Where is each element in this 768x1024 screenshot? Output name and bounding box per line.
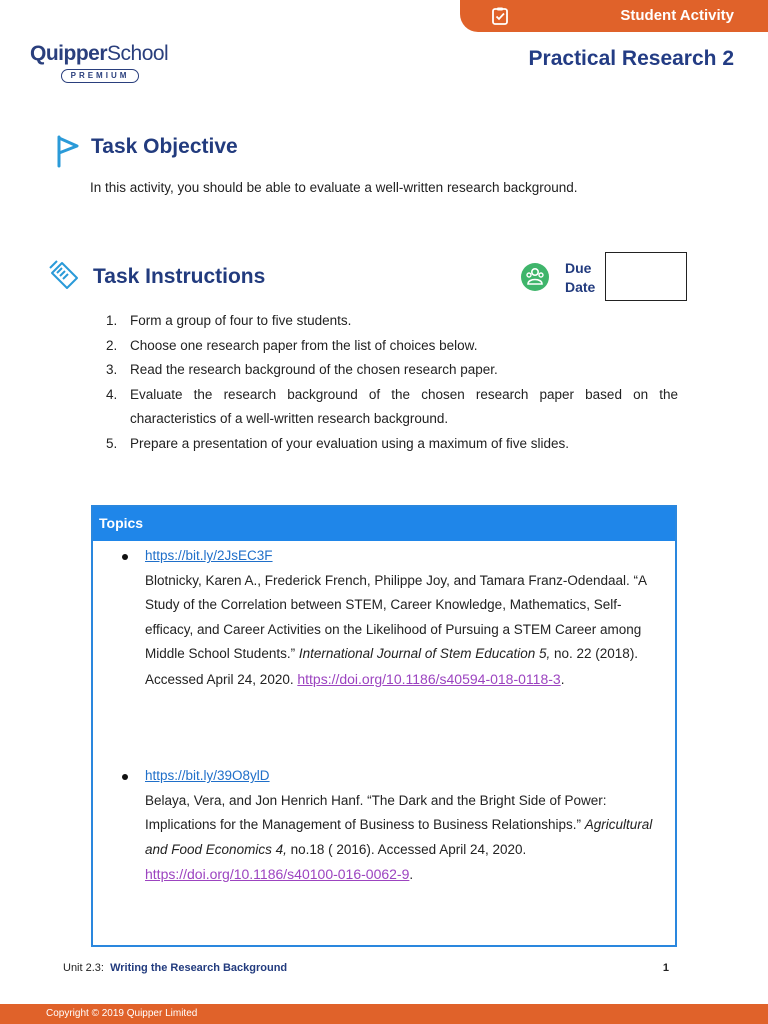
step-item xyxy=(106,334,678,359)
citation-text: Belaya, Vera, and Jon Henrich Hanf. “The Dark and the Bright Side of Power: Implications for the Management of Business to Business Relationships.” xyxy=(145,792,607,832)
journal-title: International Journal of Stem Education 5, xyxy=(298,646,551,661)
step-text: Form a group of four to five students. xyxy=(130,313,352,328)
student-activity-tab xyxy=(460,0,768,32)
short-link[interactable]: https://bit.ly/2JsEC3F xyxy=(145,548,273,563)
step-number: 5. xyxy=(106,435,118,451)
logo-bold: Quipper xyxy=(30,42,108,65)
subject-title: Practical Research 2 xyxy=(528,47,734,70)
tab-label: Student Activity xyxy=(620,7,734,24)
quipper-school-logo xyxy=(30,42,168,83)
premium-badge: PREMIUM xyxy=(61,69,139,83)
unit-prefix: Unit 2.3: xyxy=(63,962,104,974)
page-footer xyxy=(63,962,669,974)
copyright-text: Copyright © 2019 Quipper Limited xyxy=(46,1008,198,1019)
step-text: Read the research background of the chosen research paper. xyxy=(130,362,498,377)
bullet xyxy=(122,554,128,560)
task-objective-title: Task Objective xyxy=(91,135,238,158)
unit-title: Writing the Research Background xyxy=(110,962,288,974)
objective-text: In this activity, you should be able to evaluate a well-written research background. xyxy=(90,180,578,195)
instruction-steps xyxy=(106,309,678,456)
journal-title: Agricultural and Food Economics 4, xyxy=(145,817,653,857)
due-date-label: Due Date xyxy=(565,260,596,295)
citation-end: . xyxy=(409,867,414,882)
doi-link[interactable]: https://doi.org/10.1186/s40594-018-0118-3 xyxy=(297,670,561,687)
task-instructions-title: Task Instructions xyxy=(93,265,266,288)
due-date-field[interactable] xyxy=(605,252,687,301)
clipboard-check-icon xyxy=(490,6,510,26)
citation-text: no. 22 (2018). Accessed April 24, 2020. xyxy=(145,646,639,687)
step-number: 4. xyxy=(106,386,118,402)
step-number: 1. xyxy=(106,313,118,328)
step-item xyxy=(106,432,678,457)
step-item xyxy=(106,383,678,432)
citation-text: no.18 ( 2016). Accessed April 24, 2020. xyxy=(286,841,527,857)
citation-text: Blotnicky, Karen A., Frederick French, Philippe Joy, and Tamara Franz-Odendaal. “A Study of the Correlation between STEM, Career Knowledge, Mathematics, Self-efficacy, and Career Activities on the Likelihood of Pursuing a STEM Career among Middle School Students.” xyxy=(145,572,647,661)
bullet xyxy=(122,774,128,780)
page-number: 1 xyxy=(662,962,669,974)
logo-wordmark xyxy=(30,42,168,66)
step-item xyxy=(106,358,678,383)
doi-link[interactable]: https://doi.org/10.1186/s40100-016-0062-9 xyxy=(145,866,410,882)
step-number: 3. xyxy=(106,362,118,377)
step-item xyxy=(106,309,678,334)
topics-table xyxy=(91,505,677,947)
flag-icon xyxy=(55,134,81,168)
step-text: Prepare a presentation of your evaluation using a maximum of five slides. xyxy=(130,435,569,451)
copyright-bar xyxy=(0,1004,768,1024)
topic-item xyxy=(120,764,660,888)
logo-rest: School xyxy=(107,42,169,65)
short-link[interactable]: https://bit.ly/39O8ylD xyxy=(145,768,270,783)
calendar-people-icon xyxy=(521,263,549,291)
step-text: Evaluate the research background of the chosen research paper based on the characteristics of a well-written research background. xyxy=(130,386,678,426)
topic-item xyxy=(120,544,660,692)
step-text: Choose one research paper from the list of choices below. xyxy=(130,337,478,353)
citation-end: . xyxy=(560,671,565,687)
topics-header: Topics xyxy=(93,507,675,541)
instructions-icon xyxy=(48,259,81,292)
step-number: 2. xyxy=(106,337,118,353)
